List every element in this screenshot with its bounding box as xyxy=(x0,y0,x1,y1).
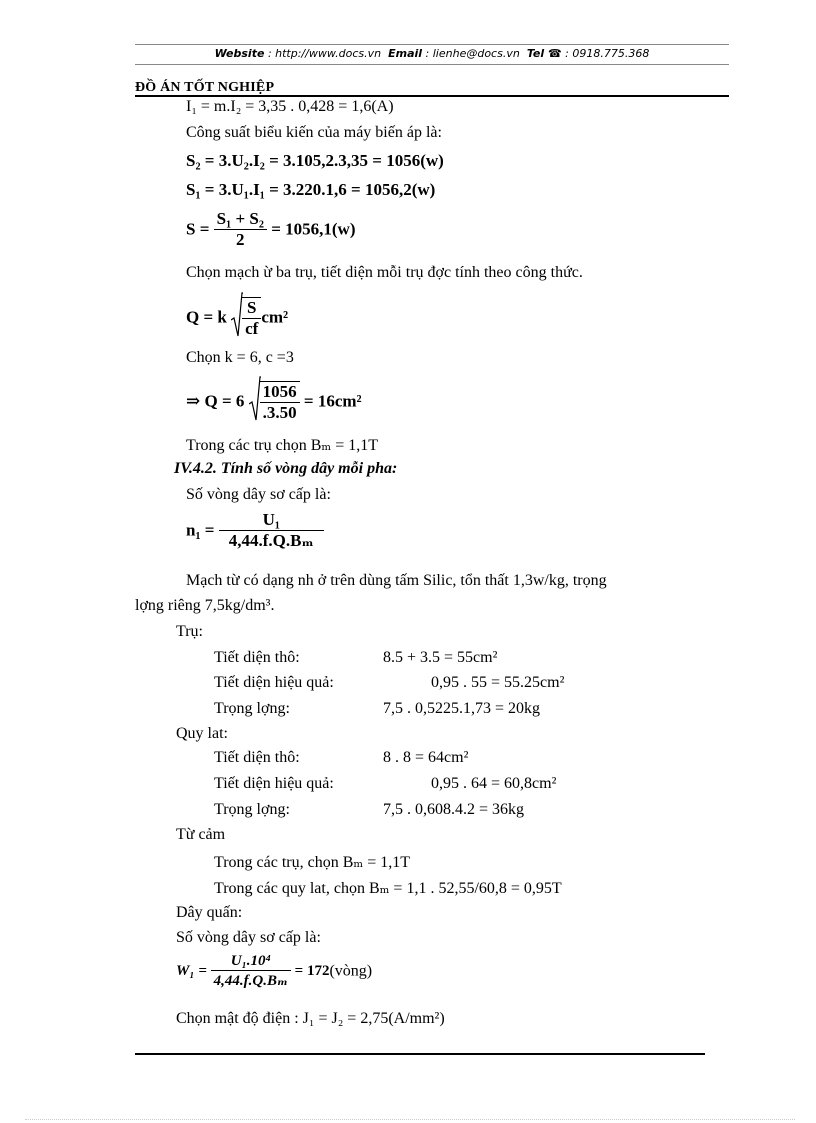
primary-turns-text: Số vòng dây sơ cấp là: xyxy=(186,486,331,503)
header-contact xyxy=(135,47,729,60)
flux-column: Trong các trụ, chọn Bₘ = 1,1T xyxy=(214,854,410,871)
section-heading: IV.4.2. Tính số vòng dây mỗi pha: xyxy=(174,460,398,477)
tel-label: Tel ☎ xyxy=(526,47,562,60)
s-rhs: = 1056,1(w) xyxy=(271,219,356,239)
s-fraction xyxy=(214,209,267,250)
q-rhs: cm² xyxy=(261,307,289,327)
paragraph-line-1: Mạch từ có dạng nh ở trên dùng tấm Silic, tổn thất 1,3w/kg, trọng xyxy=(186,572,607,589)
tel-value: : 0918.775.368 xyxy=(565,47,650,60)
yoke-label: Quy lat: xyxy=(176,725,228,742)
paragraph-line-2: lợng riêng 7,5kg/dm³. xyxy=(135,597,275,614)
header-top-rule xyxy=(135,44,729,45)
yoke-weight-label: Trọng lợng: xyxy=(214,801,290,818)
page-edge-dots xyxy=(25,1119,795,1120)
yoke-gross-label: Tiết diện thô: xyxy=(214,749,300,766)
winding-label: Dây quấn: xyxy=(176,904,243,921)
bm-choice: Trong các trụ chọn Bₘ = 1,1T xyxy=(186,437,378,454)
column-gross-label: Tiết diện thô: xyxy=(214,649,300,666)
n1-lhs: n₁ = xyxy=(186,520,215,540)
footer-rule xyxy=(135,1053,705,1055)
w1-rhs: = 172 xyxy=(294,963,330,979)
column-label: Trụ: xyxy=(176,623,203,640)
s-lhs: S = xyxy=(186,219,210,239)
yoke-effective-value: 0,95 . 64 = 60,8cm² xyxy=(431,775,557,792)
yoke-effective-label: Tiết diện hiệu quả: xyxy=(214,775,334,792)
column-gross-value: 8.5 + 3.5 = 55cm² xyxy=(383,649,498,666)
n1-den: 4,44.f.Q.Bₘ xyxy=(219,530,324,551)
q-result-lhs: ⇒ Q = 6 xyxy=(186,391,245,411)
flux-yoke: Trong các quy lat, chọn Bₘ = 1,1 . 52,55/60,8 = 0,95T xyxy=(214,880,562,897)
s1-equation: S₁ = 3.U₁.I₁ = 3.220.1,6 = 1056,2(w) xyxy=(186,180,436,199)
column-weight-value: 7,5 . 0,5225.1,73 = 20kg xyxy=(383,700,541,717)
s-average-equation xyxy=(186,209,356,250)
column-weight-label: Trọng lợng: xyxy=(214,700,290,717)
column-effective-label: Tiết diện hiệu quả: xyxy=(214,674,334,691)
q-result-num: 1056 xyxy=(262,381,297,401)
yoke-weight-value: 7,5 . 0,608.4.2 = 36kg xyxy=(383,801,525,818)
q-lhs: Q = k xyxy=(186,307,227,327)
winding-turns-text: Số vòng dây sơ cấp là: xyxy=(176,929,321,946)
q-result-rhs: = 16cm² xyxy=(303,391,362,411)
q-fraction-num: S xyxy=(247,297,257,317)
w1-fraction xyxy=(211,953,291,990)
q-result-formula xyxy=(186,376,362,427)
q-formula xyxy=(186,292,288,343)
website-label: Website xyxy=(214,47,265,60)
title-rule xyxy=(135,95,729,97)
core-selection-text: Chọn mạch ừ ba trụ, tiết diện mỗi trụ đợc tính theo công thức. xyxy=(186,264,583,281)
k-c-choice: Chọn k = 6, c =3 xyxy=(186,349,294,366)
q-fraction xyxy=(242,297,261,339)
n1-formula xyxy=(186,510,324,551)
column-effective-value: 0,95 . 55 = 55.25cm² xyxy=(431,674,565,691)
website-url[interactable]: : http://www.docs.vn xyxy=(267,47,382,60)
flux-label: Từ cảm xyxy=(176,826,226,843)
email-value[interactable]: : lienhe@docs.vn xyxy=(425,47,520,60)
q-result-fraction xyxy=(260,381,300,423)
current-i1-line: I₁ = m.I₂ = 3,35 . 0,428 = 1,6(A) xyxy=(186,98,394,115)
email-label: Email xyxy=(388,47,423,60)
s-fraction-den: 2 xyxy=(214,229,267,250)
q-fraction-den: cf xyxy=(242,318,261,339)
n1-fraction xyxy=(219,510,324,551)
w1-den: 4,44.f.Q.Bₘ xyxy=(211,970,291,990)
s-fraction-num: S₁ + S₂ xyxy=(216,209,264,228)
current-density-choice: Chọn mật độ điện : J₁ = J₂ = 2,75(A/mm²) xyxy=(176,1010,445,1027)
apparent-power-text: Công suất biểu kiến của máy biến áp là: xyxy=(186,124,442,141)
yoke-gross-value: 8 . 8 = 64cm² xyxy=(383,749,469,766)
n1-num: U₁ xyxy=(262,510,280,529)
w1-num: U₁.10⁴ xyxy=(230,953,271,969)
document-title: ĐỒ ÁN TỐT NGHIỆP xyxy=(135,80,275,95)
q-result-den: .3.50 xyxy=(260,402,300,423)
header-bottom-rule xyxy=(135,64,729,65)
w1-lhs: W₁ = xyxy=(176,963,207,979)
w1-unit: (vòng) xyxy=(329,962,373,980)
s2-equation: S₂ = 3.U₂.I₂ = 3.105,2.3,35 = 1056(w) xyxy=(186,151,444,170)
w1-formula xyxy=(176,953,372,990)
